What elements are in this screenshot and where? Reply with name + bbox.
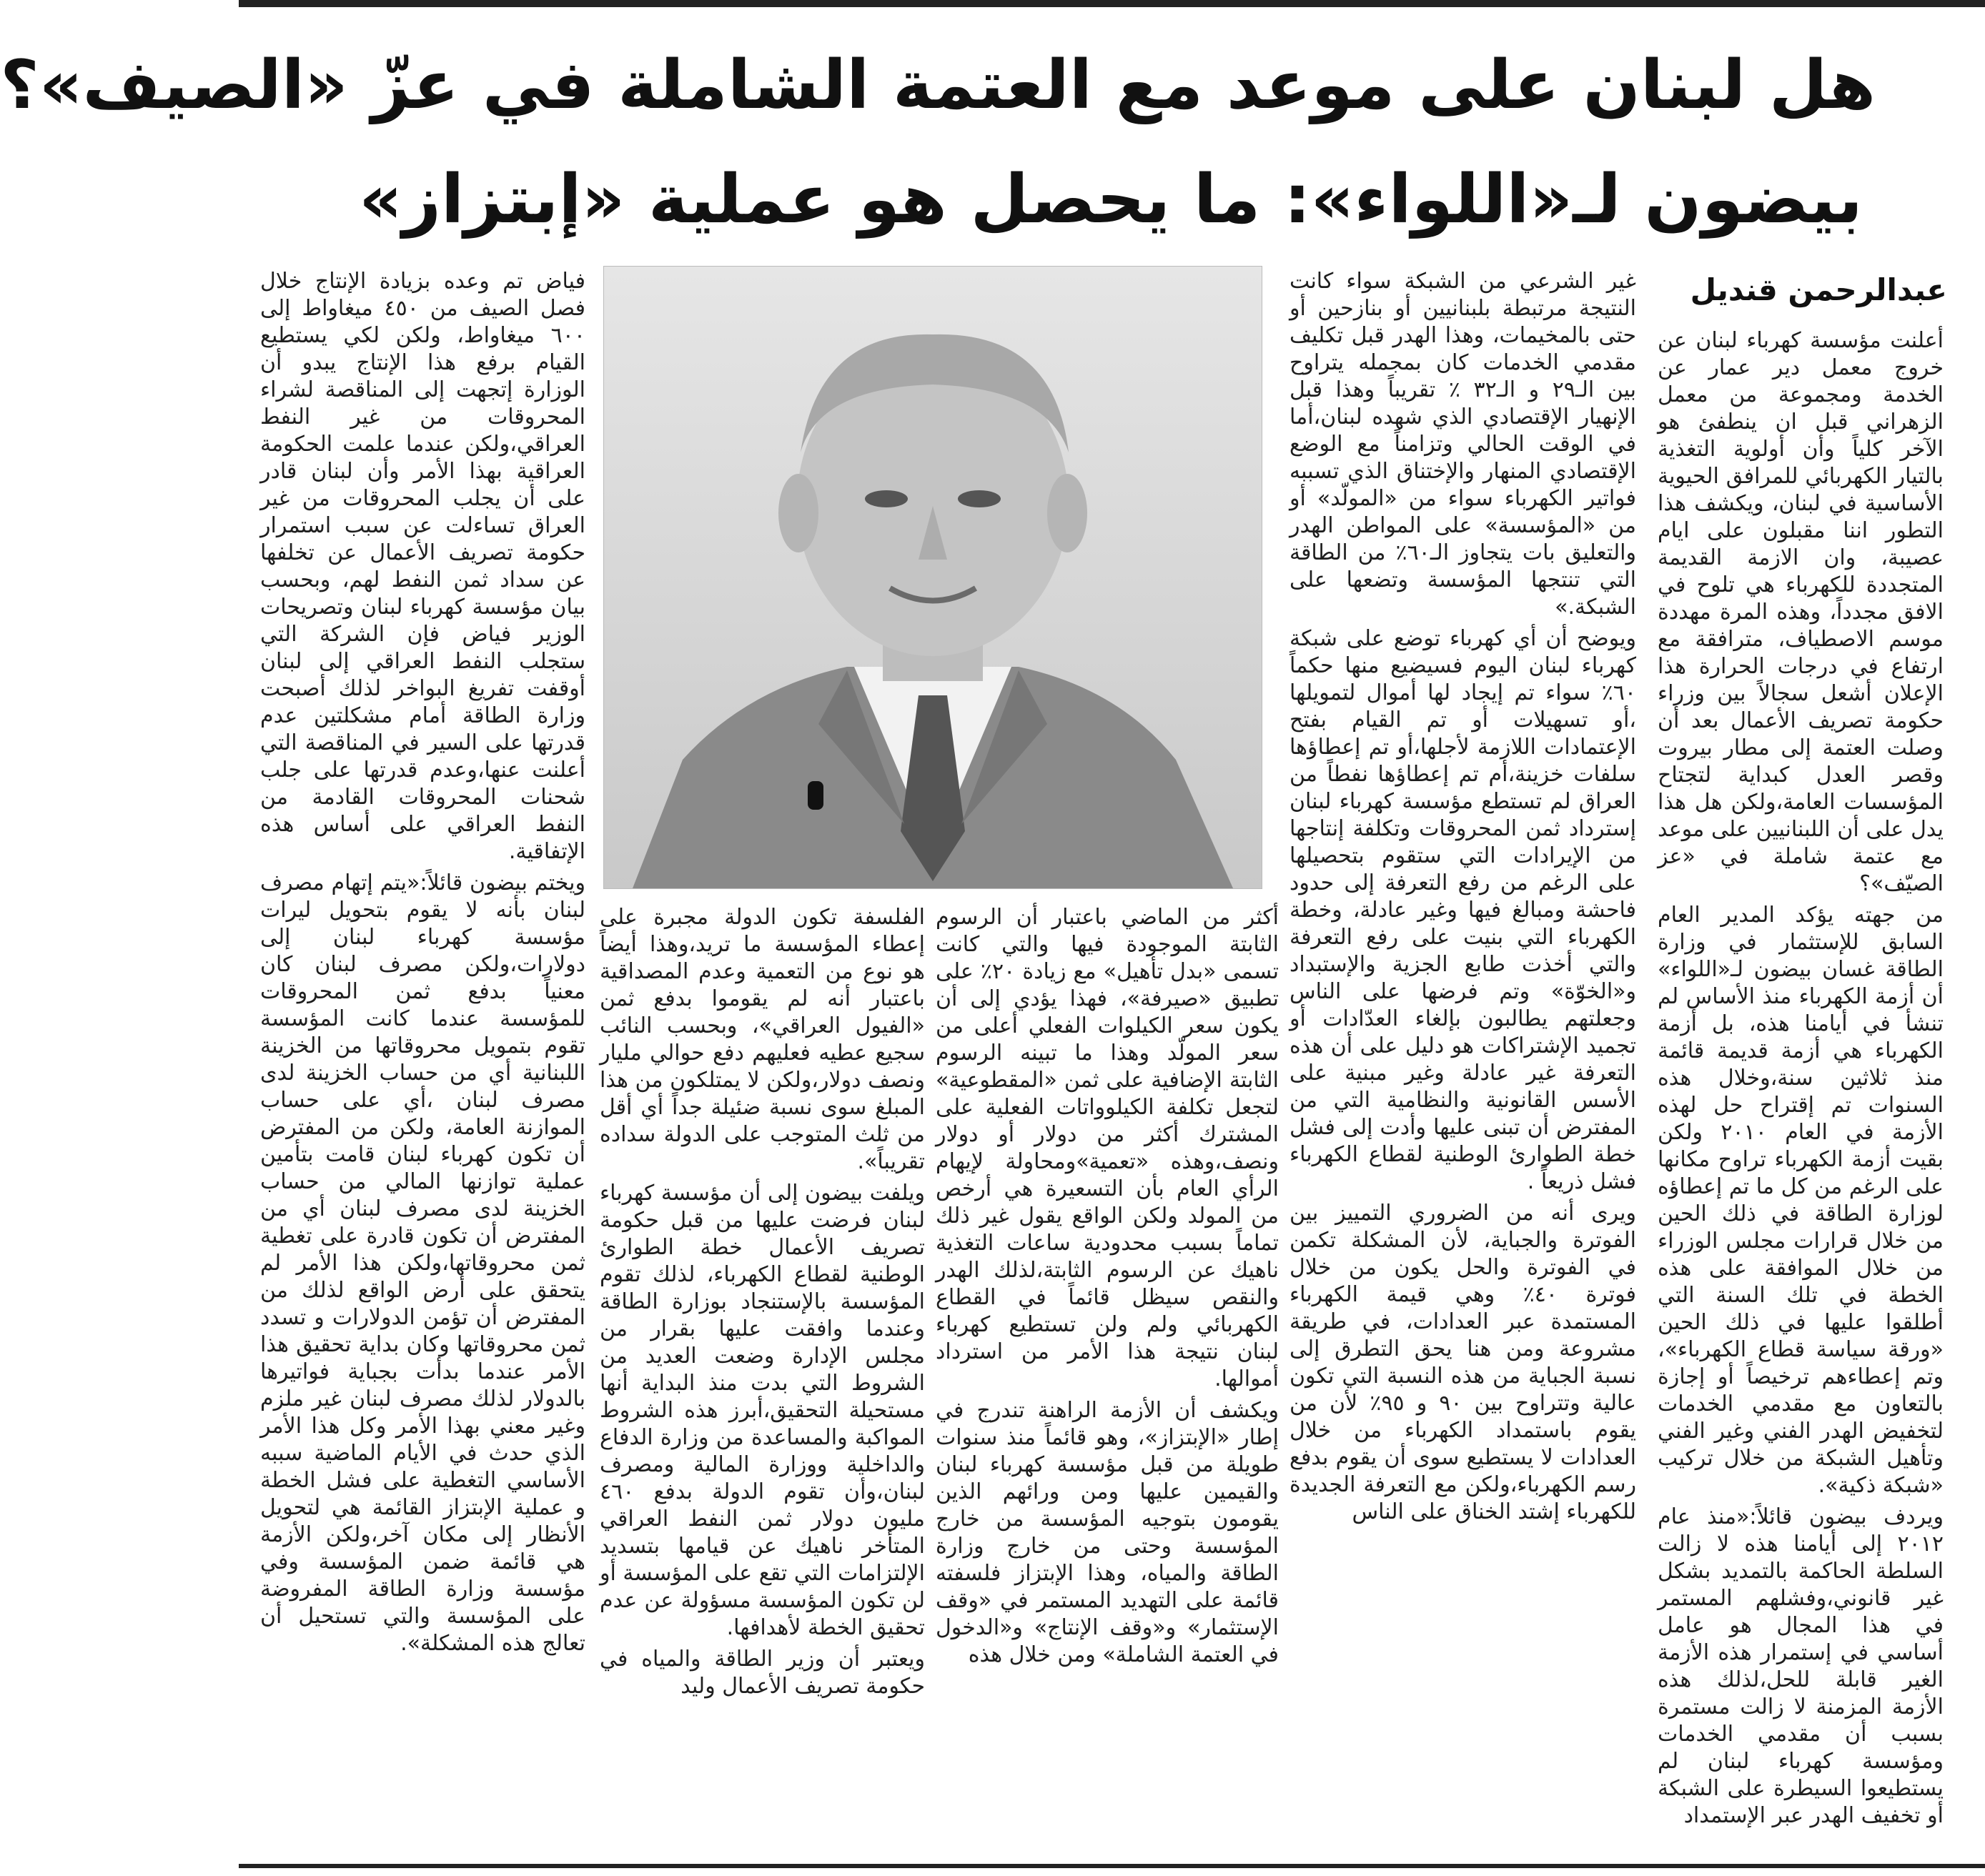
paragraph: أكثر من الماضي باعتبار أن الرسوم الثابتة الموجودة فيها والتي كانت تسمى «بدل تأهيل» مع زيادة ٢٠٪ على تطبيق «صيرفة»، فهذا يؤدي إلى أن يكون سعر الكيلوات الفعلي أعلى من سعر المولّد وهذا ما تبينه الرسوم الثابتة الإضافية على ثمن «المقطوعية» لتجعل تكلفة الكيلوواتات الفعلية على المشترك أكثر من دولار أو دولار ونصف،وهذه «تعمية»ومحاولة لإيهام الرأي العام بأن التسعيرة هي أرخص من المولد ولكن الواقع يقول غير ذلك تماماً بسبب محدودية ساعات التغذية ناهيك عن الرسوم الثابتة،لذلك الهدر والنقص سيظل قائماً في القطاع الكهربائي ولم ولن تستطيع كهرباء لبنان نتيجة هذا الأمر من استرداد أموالها. — [936, 905, 1279, 1391]
paragraph: الفلسفة تكون الدولة مجبرة على إعطاء المؤسسة ما تريد،وهذا أيضاً هو نوع من التعمية وعدم المصداقية باعتبار أنه لم يقوموا بدفع ثمن «الفيول العراقي»، وبحسب النائب سجيع عطيه فعليهم دفع حوالي مليار ونصف دولار،ولكن لا يمتلكون من هذا المبلغ سوى نسبة ضئيلة جداً أي أقل من ثلث المتوجب على الدولة سداده تقريباً». — [600, 905, 925, 1174]
paragraph: ويكشف أن الأزمة الراهنة تندرج في إطار «الإبتزاز»، وهو قائماً منذ سنوات طويلة من قبل مؤسسة كهرباء لبنان والقيمين عليها ومن ورائهم الذين يقومون بتوجيه المؤسسة من خارج المؤسسة وحتى من خارج وزارة الطاقة والمياه، وهذا الإبتزاز فلسفته قائمة على التهديد المستمر في «وقف الإستثمار» و«وقف الإنتاج» و«الدخول في العتمة الشاملة» ومن خلال هذه — [936, 1398, 1279, 1667]
paragraph: من جهته يؤكد المدير العام السابق للإستثمار في وزارة الطاقة غسان بيضون لـ«اللواء» أن أزمة الكهرباء منذ الأساس لم تنشأ في أيامنا هذه، بل أزمة الكهرباء هي أزمة قديمة قائمة منذ ثلاثين سنة،وخلال هذه السنوات تم إقتراح حل لهذه الأزمة في العام ٢٠١٠ ولكن بقيت أزمة الكهرباء تراوح مكانها على الرغم من كل ما تم إعطاؤه لوزارة الطاقة في ذلك الحين من خلال قرارات مجلس الوزراء من خلال الموافقة على هذه الخطة في تلك السنة التي أطلقوا عليها في ذلك الحين «ورقة سياسة قطاع الكهرباء»، وتم إعطاءهم ترخيصاً أو إجازة بالتعاون مع مقدمي الخدمات لتخفيض الهدر الفني وغير الفني وتأهيل الشبكة من خلال تركيب «شبكة ذكية». — [1658, 903, 1944, 1498]
author-byline: عبدالرحمن قنديل — [1690, 272, 1947, 307]
bottom-rule — [239, 1864, 1985, 1868]
paragraph: ويوضح أن أي كهرباء توضع على شبكة كهرباء لبنان اليوم فسيضيع منها حكماً ٦٠٪ سواء تم إيجاد لها أموال لتمويلها ،أو تسهيلات أو تم القيام بفتح الإعتمادات اللازمة لأجلها،أو تم إعطاؤها سلفات خزينة،أم تم إعطاؤها نفطاً من العراق لم تستطع مؤسسة كهرباء لبنان إسترداد ثمن المحروقات وتكلفة إنتاجها من الإيرادات التي ستقوم بتحصيلها على الرغم من رفع التعرفة إلى حدود فاحشة ومبالغ فيها وغير عادلة، وخطة الكهرباء التي بنيت على رفع التعرفة والتي أخذت طابع الجزية والإستبداد و«الخوّة» وتم فرضها على الناس وجعلتهم يطالبون بإلغاء العدّادات أو تجميد الإشتراكات هو دليل على أن هذه التعرفة غير عادلة وغير مبنية على الأسس القانونية والنظامية التي من المفترض أن تبنى عليها وأدت إلى فشل خطة الطوارئ الوطنية لقطاع الكهرباء فشل ذريعاً . — [1289, 626, 1636, 1194]
article-column-4 — [600, 904, 925, 1862]
article-column-1 — [1658, 327, 1944, 1857]
article-column-5 — [260, 268, 585, 1862]
paragraph: أعلنت مؤسسة كهرباء لبنان عن خروج معمل دير عمار عن الخدمة ومجموعة من معمل الزهراني قبل ان ينطفئ هو الآخر كلياً وأن أولوية التغذية بالتيار الكهربائي للمرافق الحيوية الأساسية في لبنان، ويكشف هذا التطور اننا مقبلون على ايام عصيبة، وان الازمة القديمة المتجددة للكهرباء هي تلوح في الافق مجدداً، وهذه المرة مهددة موسم الاصطياف، مترافقة مع ارتفاع في درجات الحرارة هذا الإعلان أشعل سجالاً بين وزراء حكومة تصريف الأعمال بعد أن وصلت العتمة إلى مطار بيروت وقصر العدل كبداية لتجتاح المؤسسات العامة،ولكن هل هذا يدل على أن اللبنانيين على موعد مع عتمة شاملة في «عز الصيّف»؟ — [1658, 328, 1944, 896]
headline-line-1: هل لبنان على موعد مع العتمة الشاملة في عزّ «الصيف»؟ — [0, 46, 1876, 124]
paragraph: ويعتبر أن وزير الطاقة والمياه في حكومة تصريف الأعمال وليد — [600, 1647, 925, 1699]
headline-line-2: بيضون لـ«اللواء»: ما يحصل هو عملية «إبتزاز» — [359, 161, 1863, 239]
paragraph: ويلفت بيضون إلى أن مؤسسة كهرباء لبنان فرضت عليها من قبل حكومة تصريف الأعمال خطة الطوارئ الوطنية لقطاع الكهرباء، لذلك تقوم المؤسسة بالإستنجاد بوزارة الطاقة وعندما وافقت عليها بقرار من مجلس الإدارة وضعت العديد من الشروط التي بدت منذ البداية أنها مستحيلة التحقيق،أبرز هذه الشروط المواكبة والمساعدة من وزارة الدفاع والداخلية ووزارة المالية ومصرف لبنان،وأن تقوم الدولة بدفع ٤٦٠ مليون دولار ثمن النفط العراقي المتأخر ناهيك عن قيامها بتسديد الإلتزامات التي تقع على المؤسسة أو لن تكون المؤسسة مسؤولة عن عدم تحقيق الخطة لأهدافها. — [600, 1181, 925, 1640]
article-column-3 — [936, 904, 1279, 1862]
paragraph: غير الشرعي من الشبكة سواء كانت النتيجة مرتبطة بلبنانيين أو بنازحين أو حتى بالمخيمات، وهذا الهدر قبل تكليف مقدمي الخدمات كان بمجمله يتراوح بين الـ٢٩ و الـ٣٢ ٪ تقريباً وهذا قبل الإنهيار الإقتصادي الذي شهده لبنان،أما في الوقت الحالي وتزامناً مع الوضع الإقتصادي المنهار والإختناق الذي تسببه فواتير الكهرباء سواء من «المولّد» أو من «المؤسسة» على المواطن الهدر والتعليق بات يتجاوز الـ٦٠٪ من الطاقة التي تنتجها المؤسسة وتضعها على الشبكة.» — [1289, 269, 1636, 620]
portrait-photo — [603, 266, 1262, 889]
paragraph: فياض تم وعده بزيادة الإنتاج خلال فصل الصيف من ٤٥٠ ميغاواط إلى ٦٠٠ ميغاواط، ولكن لكي يستطيع القيام برفع هذا الإنتاج يبدو أن الوزارة إتجهت إلى المناقصة لشراء المحروقات من غير النفط العراقي،ولكن عندما علمت الحكومة العراقية بهذا الأمر وأن لبنان قادر على أن يجلب المحروقات من غير العراق تساءلت عن سبب استمرار حكومة تصريف الأعمال عن تخلفها عن سداد ثمن النفط لهم، وبحسب بيان مؤسسة كهرباء لبنان وتصريحات الوزير فياض فإن الشركة التي ستجلب النفط العراقي إلى لبنان أوقفت تفريغ البواخر لذلك أصبحت وزارة الطاقة أمام مشكلتين عدم قدرتها على السير في المناقصة التي أعلنت عنها،وعدم قدرتها على جلب شحنات المحروقات القادمة من النفط العراقي على أساس هذه الإتفاقية. — [260, 269, 585, 864]
paragraph: ويرى أنه من الضروري التمييز بين الفوترة والجباية، لأن المشكلة تكمن في الفوترة والحل يكون من خلال فوترة ٤٠٪ وهي قيمة الكهرباء المستمدة عبر العدادات، في طريقة مشروعة ومن هنا يحق التطرق إلى نسبة الجباية من هذه النسبة التي تكون عالية وتتراوح بين ٩٠ و ٩٥٪ لأن من يقوم باستمداد الكهرباء من خلال العدادات لا يستطيع سوى أن يقوم بدفع رسم الكهرباء،ولكن مع التعرفة الجديدة للكهرباء إشتد الخناق على الناس — [1289, 1201, 1636, 1524]
paragraph: ويختم بيضون قائلاً:«يتم إتهام مصرف لبنان بأنه لا يقوم بتحويل ليرات مؤسسة كهرباء لبنان إلى دولارات،ولكن مصرف لبنان كان معنياً بدفع ثمن المحروقات للمؤسسة عندما كانت المؤسسة تقوم بتمويل محروقاتها من الخزينة اللبنانية أي من حساب الخزينة لدى مصرف لبنان ،أي على حساب الموازنة العامة، ولكن من المفترض أن تكون كهرباء لبنان قامت بتأمين عملية توازنها المالي من حساب الخزينة لدى مصرف لبنان أي من المفترض أن تكون قادرة على تغطية ثمن محروقاتها،ولكن هذا الأمر لم يتحقق على أرض الواقع لذلك من المفترض أن تؤمن الدولارات و تسدد ثمن محروقاتها وكان بداية تحقيق هذا الأمر عندما بدأت بجباية فواتيرها بالدولار لذلك مصرف لبنان غير ملزم وغير معني بهذا الأمر وكل هذا الأمر الذي حدث في الأيام الماضية سببه الأساسي التغطية على فشل الخطة و عملية الإبتزاز القائمة هي لتحويل الأنظار إلى مكان آخر،ولكن الأزمة هي قائمة ضمن المؤسسة وفي مؤسسة وزارة الطاقة المفروضة على المؤسسة والتي تستحيل أن تعالج هذه المشكلة». — [260, 870, 585, 1656]
article-column-2 — [1289, 268, 1636, 1862]
top-rule — [239, 0, 1985, 7]
paragraph: ويردف بيضون قائلاً:«منذ عام ٢٠١٢ إلى أيامنا هذه لا زالت السلطة الحاكمة بالتمديد بشكل غير قانوني،وفشلهم المستمر في هذا المجال هو عامل أساسي في إستمرار هذه الأزمة الغير قابلة للحل،لذلك هذه الأزمة المزمنة لا زالت مستمرة بسبب أن مقدمي الخدمات ومؤسسة كهرباء لبنان لم يستطيعوا السيطرة على الشبكة أو تخفيف الهدر عبر الإستمداد — [1658, 1504, 1944, 1828]
portrait-illustration — [604, 267, 1262, 888]
